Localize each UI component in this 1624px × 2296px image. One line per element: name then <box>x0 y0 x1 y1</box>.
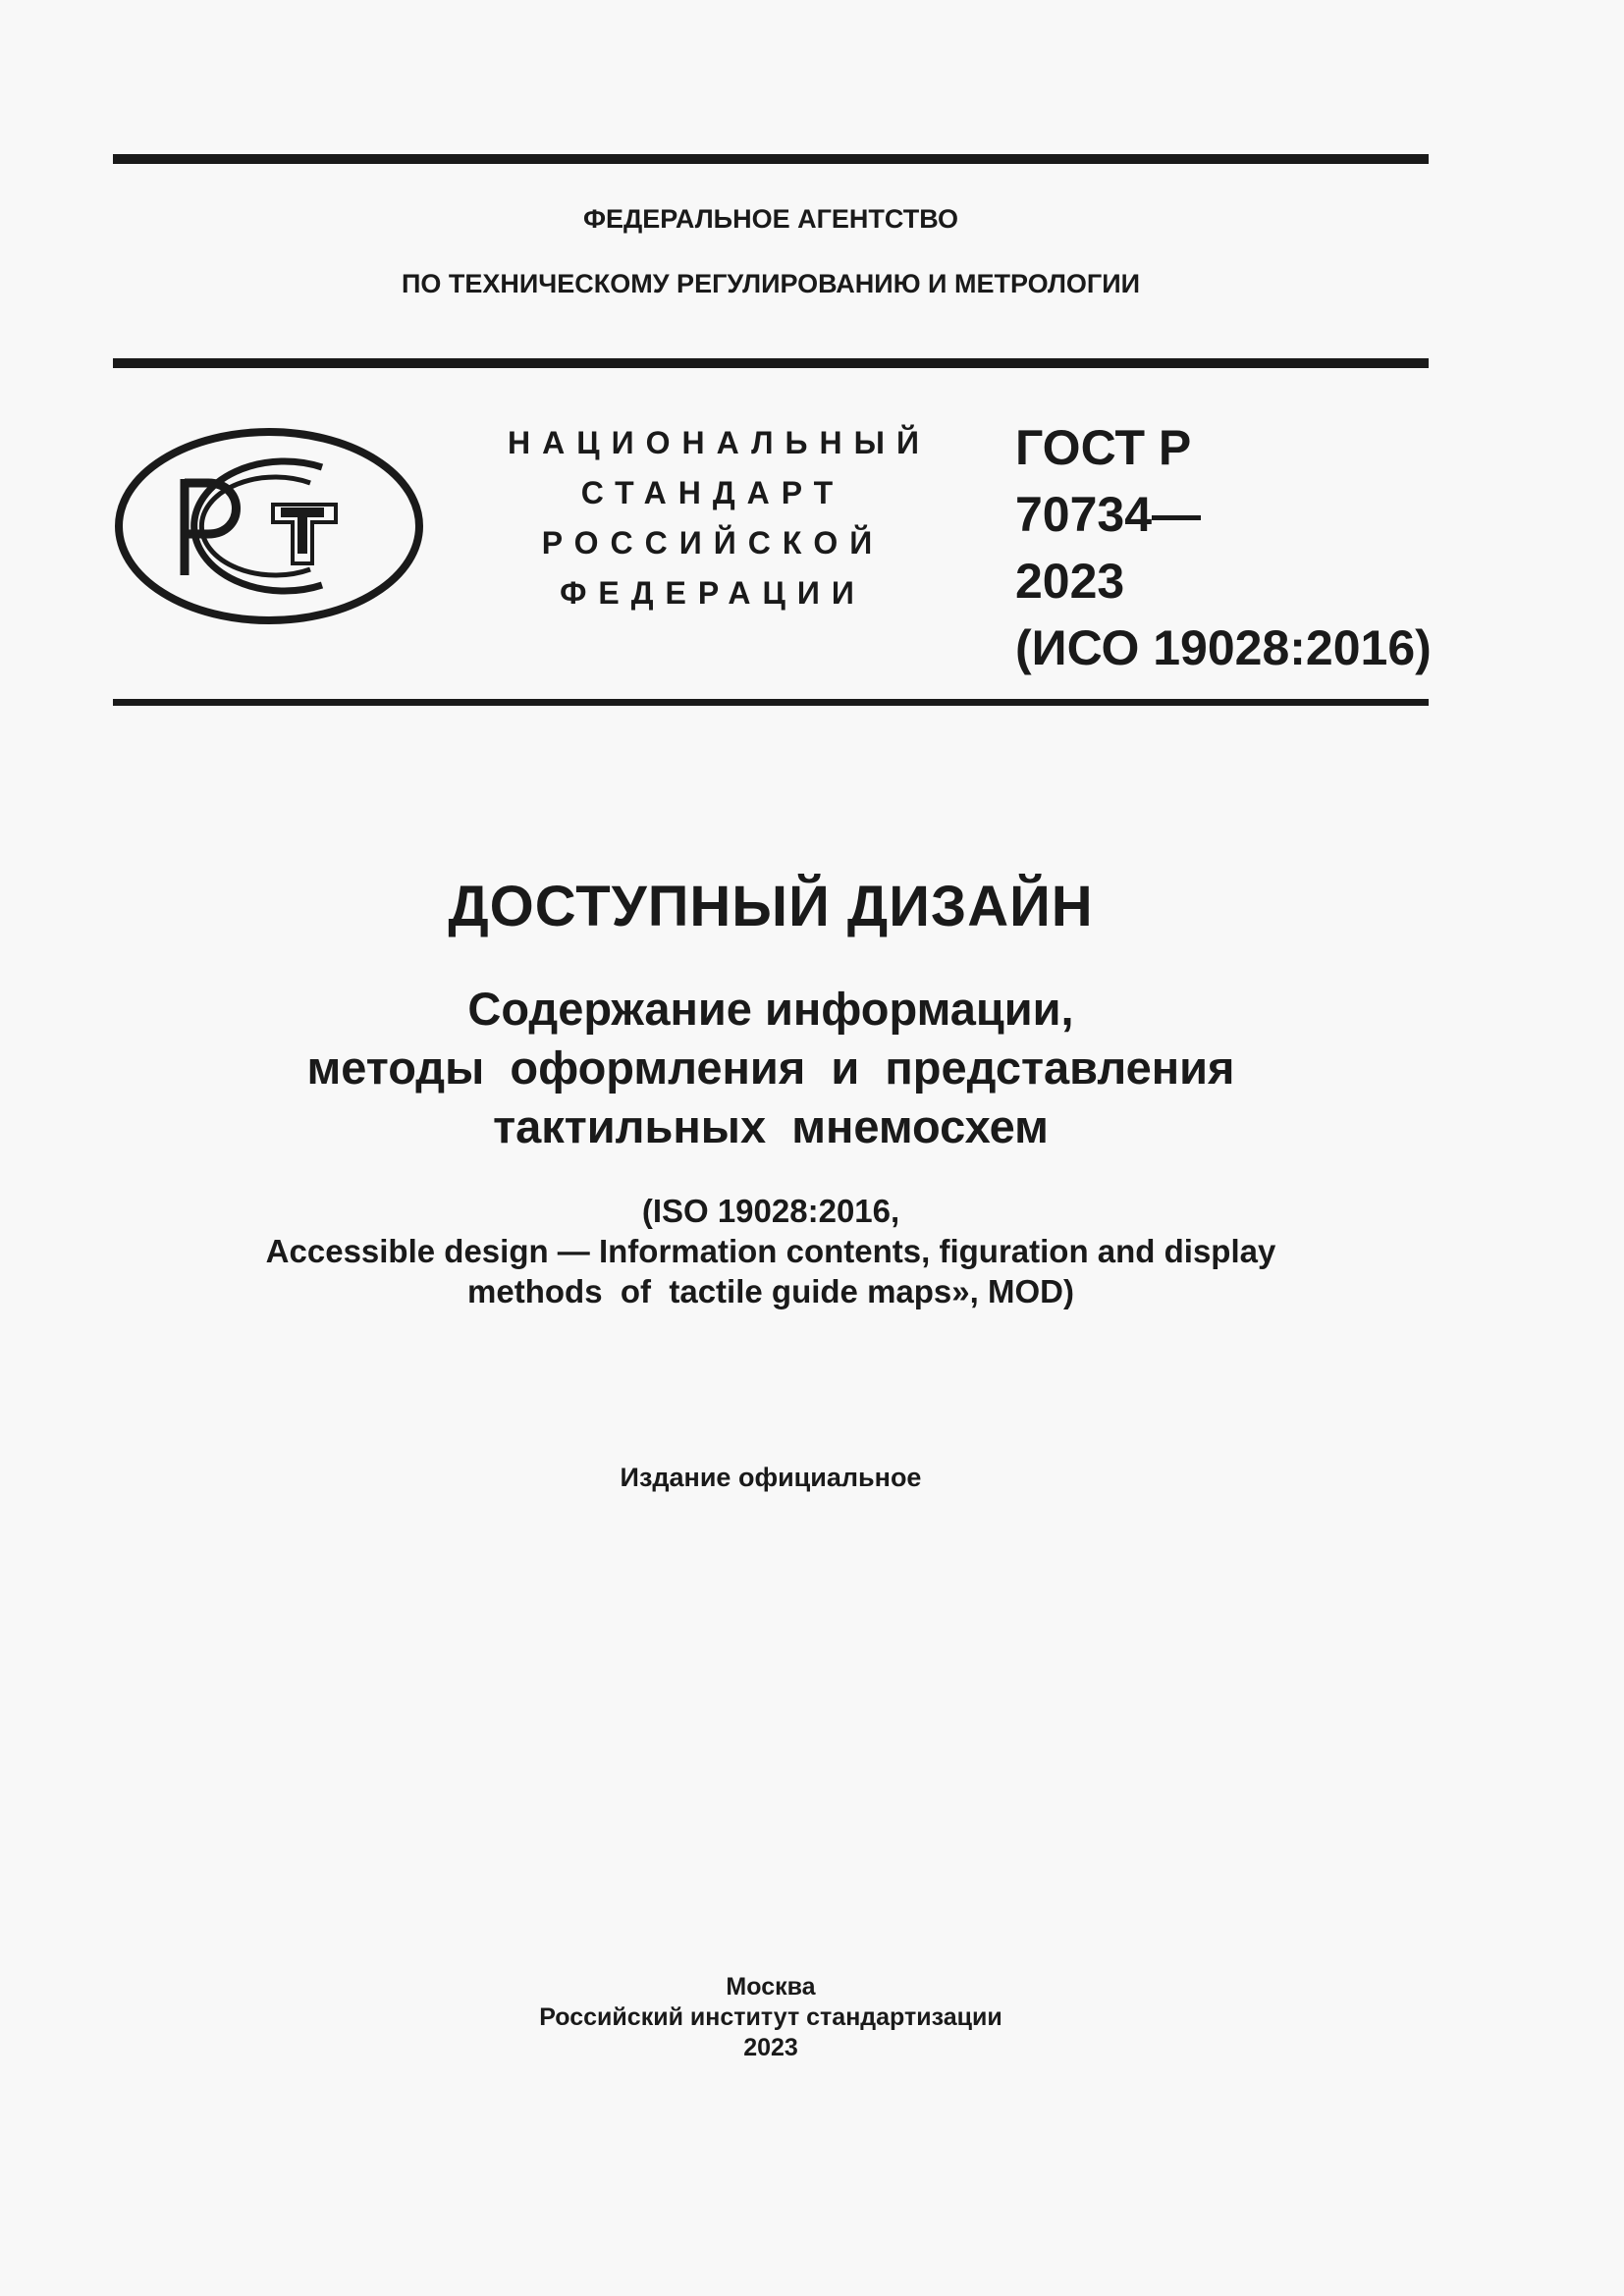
iso-reference-line3: methods of tactile guide maps», MOD) <box>467 1273 1074 1309</box>
subtitle-line2: методы оформления и представления <box>306 1041 1235 1094</box>
iso-reference <box>0 1191 1542 1311</box>
designation-line3: 2023 <box>1015 554 1125 609</box>
rst-certification-mark-icon <box>114 428 424 624</box>
iso-reference-line2: Accessible design — Information contents, figuration and display <box>265 1233 1276 1269</box>
edition-note: Издание официальное <box>620 1463 922 1492</box>
top-rule <box>113 154 1429 164</box>
subtitle-line3: тактильных мнемосхем <box>493 1100 1049 1152</box>
header-divider-rule <box>113 358 1429 368</box>
imprint-year: 2023 <box>743 2034 798 2061</box>
standard-type-line4: ФЕДЕРАЦИИ <box>560 575 866 611</box>
imprint <box>0 1972 1542 2063</box>
iso-reference-line1: (ISO 19028:2016, <box>641 1193 900 1229</box>
document-subtitle <box>0 980 1542 1156</box>
designation-line4: (ИСО 19028:2016) <box>1015 620 1432 675</box>
standard-designation <box>1015 414 1432 681</box>
standard-type-line2: СТАНДАРТ <box>580 475 845 510</box>
standard-type-line1: НАЦИОНАЛЬНЫЙ <box>508 425 931 460</box>
agency-name-line1: ФЕДЕРАЛЬНОЕ АГЕНТСТВО <box>582 204 959 234</box>
designation-line2: 70734— <box>1015 487 1202 542</box>
subtitle-line1: Содержание информации, <box>467 983 1074 1035</box>
standard-type-heading <box>496 418 931 618</box>
masthead-bottom-rule <box>113 699 1429 706</box>
agency-name-line2: ПО ТЕХНИЧЕСКОМУ РЕГУЛИРОВАНИЮ И МЕТРОЛОГИИ <box>401 269 1141 298</box>
imprint-publisher: Российский институт стандартизации <box>539 2003 1002 2031</box>
standard-type-line3: РОССИЙСКОЙ <box>541 525 885 561</box>
imprint-city: Москва <box>726 1973 816 2001</box>
document-title: ДОСТУПНЫЙ ДИЗАЙН <box>448 875 1094 938</box>
designation-line1: ГОСТ Р <box>1015 420 1192 475</box>
